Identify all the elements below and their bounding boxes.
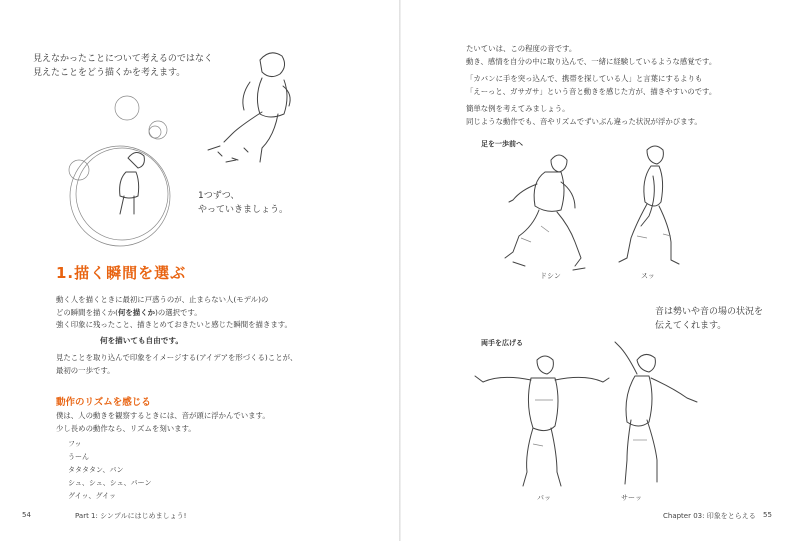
label-spread-arms: 両手を広げる	[481, 339, 523, 347]
paragraph-3	[56, 410, 270, 435]
intro-note-line-2: 見えたことをどう描くかを考えます。	[33, 68, 186, 78]
left-page	[0, 0, 399, 541]
onomatopoeia-list	[68, 438, 151, 503]
rpara2-line-1: 「カバンに手を突っ込んで、携帯を探している人」と言葉にするよりも	[466, 74, 703, 83]
section2-title: 動作のリズムを感じる	[56, 397, 151, 408]
onomatopoeia-item: グイッ、グイッ	[68, 492, 117, 500]
section-title: 1.描く瞬間を選ぶ	[56, 264, 187, 282]
right-page	[401, 0, 800, 541]
caption-dosin: ドシン	[540, 272, 561, 280]
paragraph-2	[56, 352, 297, 377]
onomatopoeia-item: うーん	[68, 453, 89, 461]
para2-line-1: 見たことを取り込んで印象をイメージする(アイデアを形づくる)ことが、	[56, 353, 298, 362]
center-note: 何を描いても自由です。	[100, 336, 183, 345]
left-page-number: 54	[22, 511, 31, 519]
para3-line-1: 僕は、人の動きを観察するときには、音が頭に浮かんでいます。	[56, 411, 270, 420]
para1-line-3: 強く印象に残ったこと、描きとめておきたいと感じた瞬間を描きます。	[56, 320, 292, 329]
label-step-forward: 足を一歩前へ	[481, 140, 523, 148]
onomatopoeia-item: タタタタン、パン	[68, 466, 124, 474]
rpara1-line-1: たいていは、この程度の音です。	[466, 44, 577, 53]
caption-sa: サーッ	[621, 494, 642, 502]
one-by-one-line-2: やっていきましょう。	[198, 205, 289, 215]
caption-su: スッ	[641, 272, 655, 280]
rpara1-line-2: 動き、感情を自分の中に取り込んで、一緒に経験しているような感覚です。	[466, 56, 717, 66]
left-footer-title: Part 1: シンプルにはじめましょう!	[75, 512, 187, 520]
rpara3-line-2: 同じような動作でも、音やリズムでずいぶん違った状況が浮かびます。	[466, 116, 702, 126]
right-page-number: 55	[763, 511, 772, 519]
sound-note-line-1: 音は勢いや音の場の状況を	[655, 307, 764, 317]
paragraph-1	[56, 294, 292, 332]
caption-pa: パッ	[537, 494, 551, 502]
para1-emphasis: 何を描くか	[118, 307, 155, 317]
rpara2-line-2: 「えーっと、ガサガサ」という音と動きを感じた方が、描きやすいのです。	[466, 86, 717, 96]
rpara3-line-1: 簡単な例を考えてみましょう。	[466, 104, 570, 113]
para3-line-2: 少し長めの動作なら、リズムを刻います。	[56, 423, 196, 433]
one-by-one-line-1: 1つずつ、	[198, 191, 240, 201]
reaching-figure-sketch	[401, 0, 800, 541]
para2-line-2: 最初の一歩です。	[56, 365, 115, 375]
intro-note-line-1: 見えなかったことについて考えるのではなく	[33, 54, 213, 64]
sound-note-line-2: 伝えてくれます。	[655, 321, 727, 331]
one-by-one-note	[198, 189, 288, 217]
onomatopoeia-item: シュ、シュ、シュ、パーン	[68, 479, 152, 487]
right-footer-title: Chapter 03: 印象をとらえる	[663, 512, 756, 520]
para1-line-1: 動く人を描くときに最初に戸惑うのが、止まらない人(モデル)の	[56, 295, 269, 304]
para1-line-2: どの瞬間を描くか(何を描くか)の選択です。	[56, 307, 202, 317]
onomatopoeia-item: フッ	[68, 440, 82, 448]
